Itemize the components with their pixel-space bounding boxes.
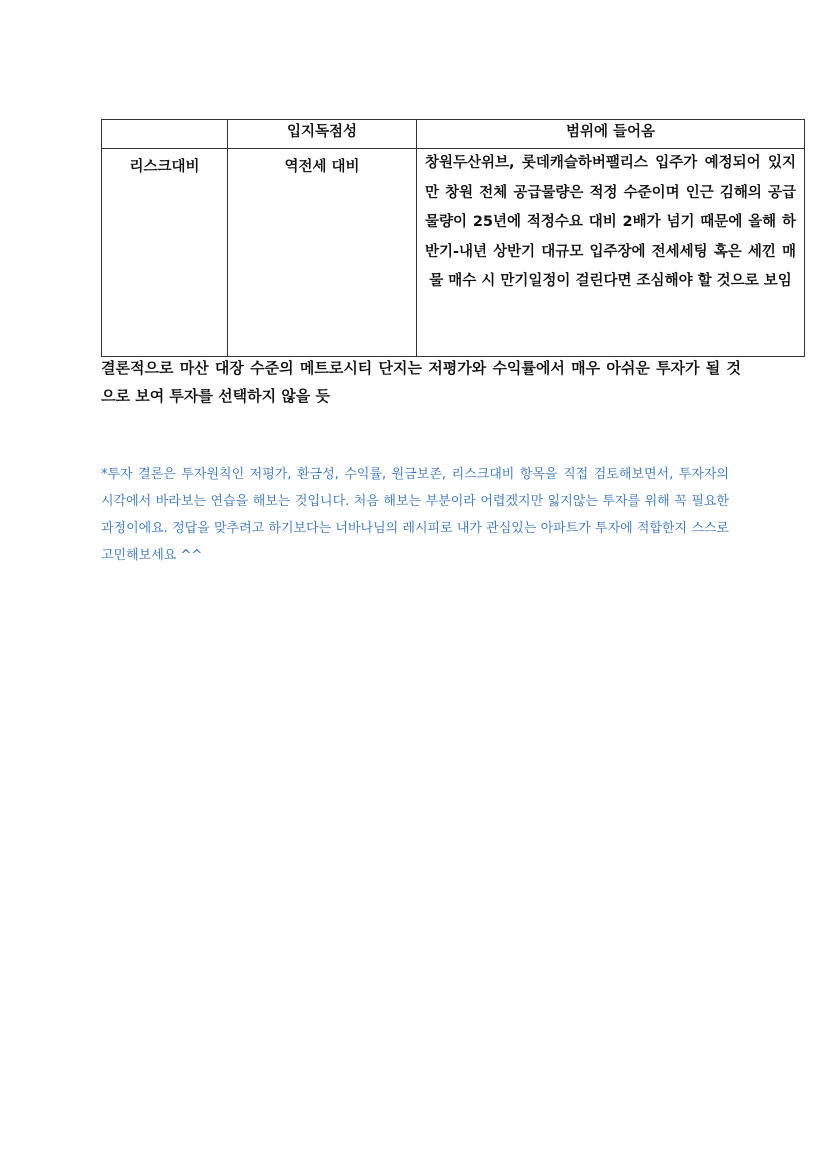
header-cell-location-monopoly: 입지독점성 [228,120,417,149]
investment-review-table [101,119,805,357]
table-header-row [102,120,805,149]
conclusion-text: 결론적으로 마산 대장 수준의 메트로시티 단지는 저평가와 수익률에서 매우 아쉬운 투자가 될 것으로 보여 투자를 선택하지 않을 듯 [101,359,741,405]
guide-note: *투자 결론은 투자원칙인 저평가, 환금성, 수익률, 원금보존, 리스크대비 항목을 직접 검토해보면서, 투자자의 시각에서 바라보는 연습을 해보는 것입니다. 처음 해보는 부분이라 어렵겠지만 잃지않는 투자를 위해 꼭 필요한 과정이에요. 정답을 맞추려고 하기보다는 너바나님의 레시피로 내가 관심있는 아파트가 투자에 적합한지 스스로 고민해보세요 ^^ [101,467,729,563]
row-item-reverse-jeonse: 역전세 대비 [228,149,417,357]
row-label-risk: 리스크대비 [102,149,228,357]
header-cell-within-range: 범위에 들어옴 [417,120,805,149]
header-cell-empty [102,120,228,149]
row-description: 창원두산위브, 롯데캐슬하버팰리스 입주가 예정되어 있지만 창원 전체 공급물량은 적정 수준이며 인근 김해의 공급물량이 25년에 적정수요 대비 2배가 넘기 때문에 올해 하반기-내년 상반기 대규모 입주장에 전세세팅 혹은 세낀 매물 매수 시 만기일정이 걸린다면 조심해야 할 것으로 보임 [417,149,805,357]
table-row [102,149,805,357]
